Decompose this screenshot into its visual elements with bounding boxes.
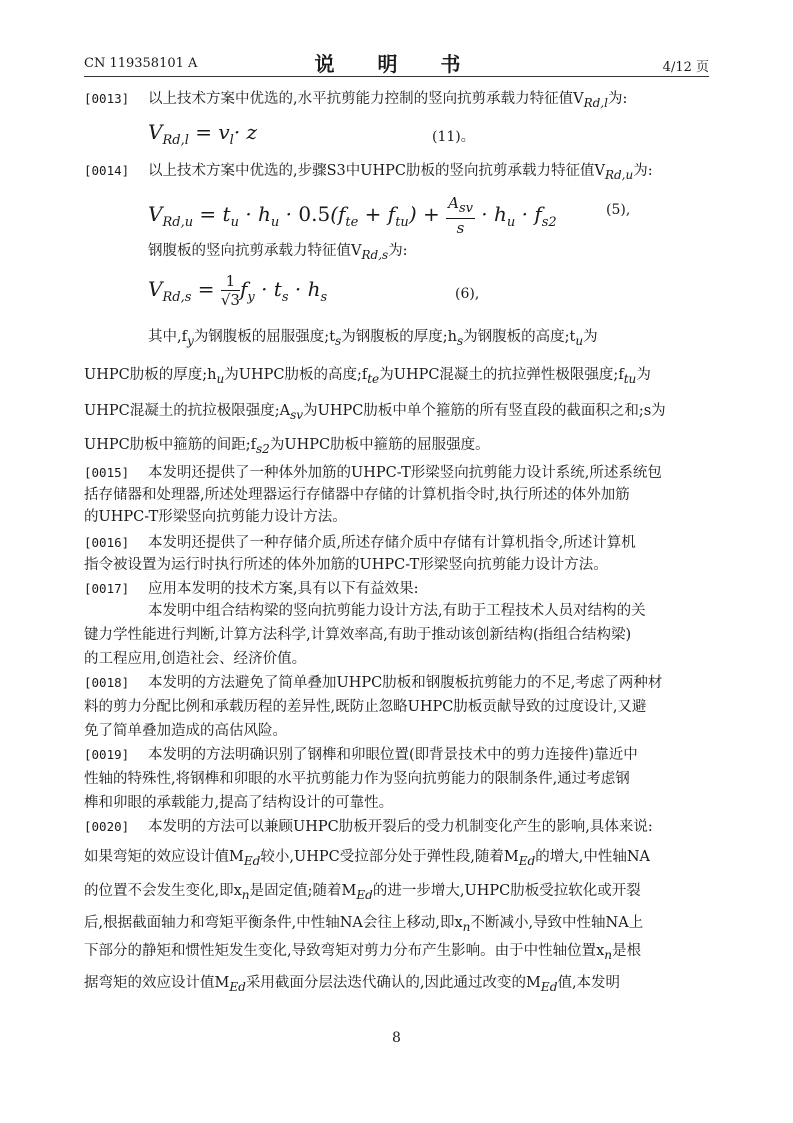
text-frag: UHPC肋板的厚度;h [84,367,217,383]
para-0018-l2: 料的剪力分配比例和承载历程的差异性,既防止忽略UHPC肋板贡献导致的过度设计,又避 [84,699,647,715]
para-0020-l5: 下部分的静矩和惯性矩发生变化,导致弯矩对剪力分布产生影响。由于中性轴位置$x_n$是根 [84,943,642,962]
para-id-0019: [0019] [84,747,130,762]
para-id-0013: [0013] [84,91,130,106]
para-0018-l1: 本发明的方法避免了简单叠加UHPC肋板和钢腹板抗剪能力的不足,考虑了两种材 [148,675,663,691]
page-info: 4/12 页 [662,60,709,75]
page-header [84,48,709,74]
var-sub: Rd,s [361,247,389,262]
text-frag: 据弯矩的效应设计值M [84,975,230,991]
fraction-1-sqrt3: $\frac{1}{√3}$ [220,272,240,309]
text-frag: 为UHPC肋板中箍筋的屈服强度。 [269,437,490,453]
formula-5: $V_{Rd,u} = t_u \cdot h_u \cdot 0.5(f_{te} + f_{tu})$ + $\frac{A_{sv}}{s}$ · $h_u \cdot f_{s2}$ [148,194,557,237]
line2-suffix: 为: [388,243,408,259]
explain-line-4: UHPC肋板中箍筋的间距$;f_{s2}$为UHPC肋板中箍筋的屈服强度。 [84,437,490,456]
para-0015-l3: 的UHPC-T形梁竖向抗剪能力设计方法。 [84,509,347,525]
para-0014-line: 以上技术方案中优选的,步骤S3中UHPC肋板的竖向抗剪承载力特征值V [148,163,605,179]
text-frag: 其中,f [148,329,187,345]
text-frag: 的增大,中性轴NA [535,849,651,865]
para-0017-l4: 的工程应用,创造社会、经济价值。 [84,651,307,667]
text-frag: 采用截面分层法迭代确认的,因此通过改变的M [245,975,541,991]
text-frag: 较小,UHPC受拉部分处于弹性段,随着M [260,849,519,865]
eqno-6: (6), [455,286,480,302]
para-0014-suffix: 为: [633,163,653,179]
para-0013-line: 以上技术方案中优选的,水平抗剪能力控制的竖向抗剪承载力特征值V [148,91,584,107]
fraction-asv-s: $\frac{A_{sv}}{s}$ [448,194,473,237]
para-0019-l3: 榫和卯眼的承载能力,提高了结构设计的可靠性。 [84,795,394,811]
para-0014-line2 [148,240,710,266]
text-frag: 后,根据截面轴力和弯矩平衡条件,中性轴NA会往上移动,即x [84,915,463,931]
formula-6: $V_{Rd,s}$ = $\frac{1}{√3}$ $f_y \cdot t_s \cdot h_s$ [148,272,328,309]
text-frag: 不断减小,导致中性轴NA上 [470,915,644,931]
text-frag: 的位置不会发生变化,即x [84,883,242,899]
formula-lhs-sub: Rd,l [162,133,189,148]
page-title: 说 明 书 [314,52,479,76]
text-frag: 为 [583,329,598,345]
para-0016-l1: 本发明还提供了一种存储介质,所述存储介质中存储有计算机指令,所述计算机 [148,535,636,551]
text-frag: 为 [636,367,651,383]
text-frag: 为钢腹板的厚度;h [341,329,457,345]
para-0013-suffix: 为: [607,91,628,107]
text-frag: 值,本发明 [557,975,621,991]
text-frag: 是固定值;随着M [249,883,357,899]
para-id-0016: [0016] [84,535,130,550]
explain-line-3: UHPC混凝土的抗拉极限强度$;A_{sv}$为UHPC肋板中单个箍筋的所有竖直段的截面积之和;s为 [84,403,666,422]
text-frag: UHPC混凝土的抗拉极限强度;A [84,403,291,419]
para-0017-l1: 应用本发明的技术方案,具有以下有益效果: [148,581,419,597]
var-sub: Rd,l [583,95,608,110]
para-0018-l3: 免了简单叠加造成的高估风险。 [84,723,287,739]
eqno-5: (5), [606,202,631,218]
formula-lhs: V [148,120,163,144]
para-0015-l2: 括存储器和处理器,所述处理器运行存储器中存储的计算机指令时,执行所述的体外加筋 [84,487,630,503]
para-0016-l2: 指令被设置为运行时执行所述的体外加筋的UHPC-T形梁竖向抗剪能力设计方法。 [84,557,608,573]
formula-rhs-sub: l [229,133,234,148]
text-frag: 为钢腹板的屈服强度;t [193,329,336,345]
text-frag: 下部分的静矩和惯性矩发生变化,导致弯矩对剪力分布产生影响。由于中性轴位置x [84,943,605,959]
eqno-11: (11)。 [432,129,475,145]
formula5-lhs-sub: Rd,u [162,215,194,230]
doc-number: CN 119358101 A [84,56,198,71]
para-id-0014: [0014] [84,163,130,178]
header-rule [84,76,709,77]
para-0017-l3: 键力学性能进行判断,计算方法科学,计算效率高,有助于推动该创新结构(指组合结构梁) [84,627,632,643]
formula-rhs: = v [188,120,230,144]
para-0020-l2: 如果弯矩的效应设计值$M_{Ed}$较小,UHPC受拉部分处于弹性段,随着$M_{Ed}$的增大,中性轴NA [84,849,651,868]
explain-line-1: 其中$,f_y$为钢腹板的屈服强度$;t_s$为钢腹板的厚度$;h_s$为钢腹板的高度$;t_u$为 [148,329,598,348]
para-id-0020: [0020] [84,819,130,834]
para-id-0017: [0017] [84,581,130,596]
para-id-0018: [0018] [84,675,130,690]
para-0019-l1: 本发明的方法明确识别了钢榫和卯眼位置(即背景技术中的剪力连接件)靠近中 [148,747,638,763]
para-0020-l1: 本发明的方法可以兼顾UHPC肋板开裂后的受力机制变化产生的影响,具体来说: [148,819,653,835]
text-frag: 为UHPC肋板的高度;f [224,367,368,383]
para-0014-text [148,160,710,186]
text-frag: 的进一步增大,UHPC肋板受拉软化或开裂 [372,883,641,899]
para-0017-l2: 本发明中组合结构梁的竖向抗剪能力设计方法,有助于工程技术人员对结构的关 [148,603,646,619]
para-0019-l2: 性轴的特殊性,将钢榫和卯眼的水平抗剪能力作为竖向抗剪能力的限制条件,通过考虑钢 [84,771,630,787]
para-0013-text [148,88,710,114]
explain-line-2: UHPC肋板的厚度$;h_u$为UHPC肋板的高度$;f_{te}$为UHPC混凝土的抗拉弹性极限强度$;f_{tu}$为 [84,367,651,386]
text-frag: 为UHPC混凝土的抗拉弹性极限强度;f [379,367,624,383]
formula-11 [148,120,257,148]
para-0020-l6: 据弯矩的效应设计值$M_{Ed}$采用截面分层法迭代确认的,因此通过改变的$M_{Ed}$值,本发明 [84,975,621,994]
para-0020-l3: 的位置不会发生变化,即$x_n$是固定值;随着$M_{Ed}$的进一步增大,UHPC肋板受拉软化或开裂 [84,883,641,902]
text-frag: 是根 [612,943,642,959]
text-frag: 为UHPC肋板中单个箍筋的所有竖直段的截面积之和;s为 [303,403,666,419]
para-0015-l1: 本发明还提供了一种体外加筋的UHPC-T形梁竖向抗剪能力设计系统,所述系统包 [148,465,662,481]
page-number: 8 [392,1030,401,1046]
var-sub: Rd,u [604,167,634,182]
para-id-0015: [0015] [84,465,130,480]
para-0020-l4: 后,根据截面轴力和弯矩平衡条件,中性轴NA会往上移动,即$x_n$不断减小,导致中性轴NA上 [84,915,644,934]
formula-tail: · z [233,120,258,144]
text-frag: 如果弯矩的效应设计值M [84,849,244,865]
line2-text: 钢腹板的竖向抗剪承载力特征值V [148,243,362,259]
text-frag: 为钢腹板的高度;t [463,329,576,345]
text-frag: UHPC肋板中箍筋的间距;f [84,437,256,453]
